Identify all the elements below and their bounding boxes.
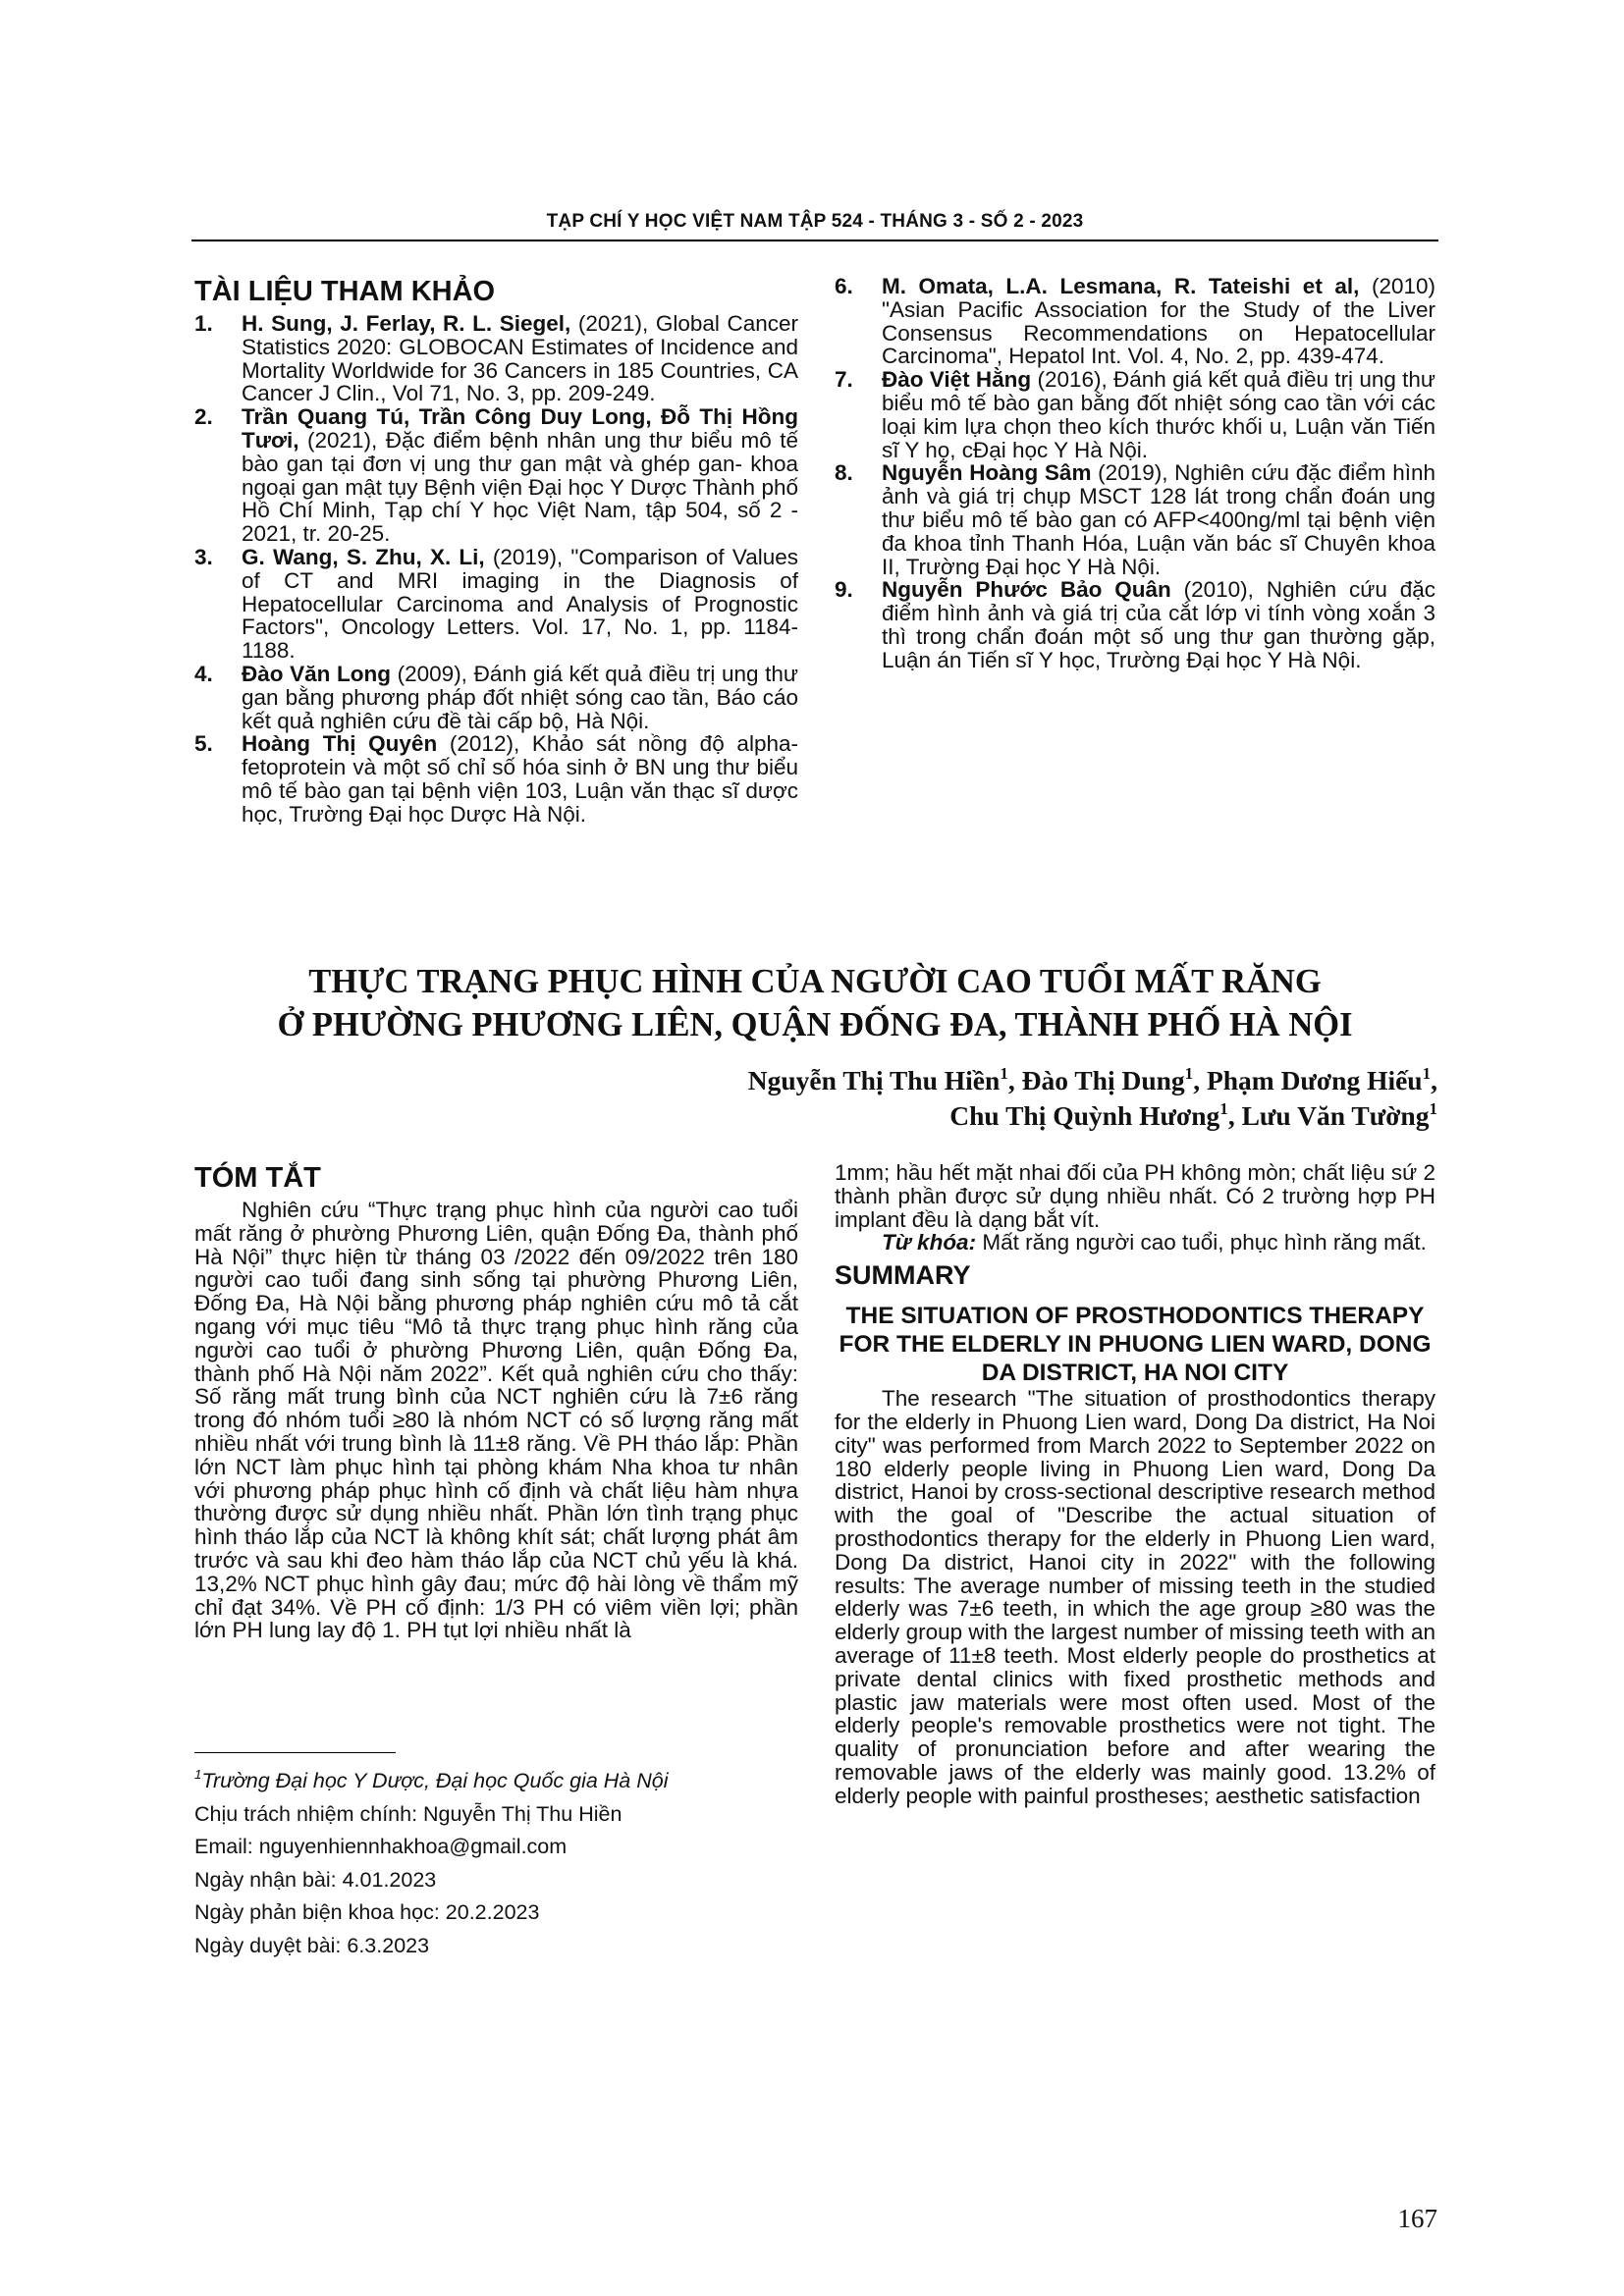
abstract-continuation: 1mm; hầu hết mặt nhai đối của PH không mòn; chất liệu sứ 2 thành phần được sử dụng nhiều nhất. Có 2 trường hợp PH implant đều là dạng bắt vít. xyxy=(835,1160,1435,1232)
reference-number: 2. xyxy=(194,404,213,430)
reference-authors: Nguyễn Phước Bảo Quân xyxy=(882,577,1171,603)
reference-number: 8. xyxy=(835,460,853,486)
footnote-reviewed: Ngày phản biện khoa học: 20.2.2023 xyxy=(194,1900,540,1924)
reference-number: 1. xyxy=(194,311,213,336)
reference-text: (2019), Nghiên cứu đặc điểm hình ảnh và giá trị chụp MSCT 128 lát trong chẩn đoán ung thư biểu mô tế bào gan có AFP<400ng/ml tại bệnh viện đa khoa tỉnh Thanh Hóa, Luận văn bác sĩ Chuyên khoa II, Trường Đại học Y Hà Nội. xyxy=(882,460,1436,579)
abstract-body: Nghiên cứu “Thực trạng phục hình của người cao tuổi mất răng ở phường Phương Liên, quận Đống Đa, thành phố Hà Nội” thực hiện từ tháng 03 /2022 đến 09/2022 trên 180 người cao tuổi đang sinh sống tại phường Phương Liên, Đống Đa, Hà Nội bằng phương pháp nghiên cứu mô tả cắt ngang với mục tiêu “Mô tả thực trạng phục hình răng của người cao tuổi ở phường Phương Liên, quận Đống Đa, thành phố Hà Nội năm 2022”. Kết quả nghiên cứu cho thấy: Số răng mất trung bình của NCT nghiên cứu là 7±6 răng trong đó nhóm tuổi ≥80 là nhóm NCT có số lượng răng mất nhiều nhất với trung bình là 11±8 răng. Về PH tháo lắp: Phần lớn NCT làm phục hình tại phòng khám Nha khoa tư nhân với phương pháp phục hình cố định và chất liệu hàm nhựa thường được sử dụng nhiều nhất. Phần lớn tình trạng phục hình tháo lắp của NCT là không khít sát; chất lượng phát âm trước và sau khi đeo hàm tháo lắp của NCT chủ yếu là khá. 13,2% NCT phục hình gây đau; mức độ hài lòng về thẩm mỹ chỉ đạt 34%. Về PH cố định: 1/3 PH có viêm viền lợi; phần lớn PH lung lay độ 1. PH tụt lợi nhiều nhất là xyxy=(194,1198,798,1643)
author-affiliation-sup: 1 xyxy=(1000,1063,1008,1083)
reference-number: 5. xyxy=(194,731,213,757)
keywords xyxy=(835,1231,1435,1255)
reference-authors: G. Wang, S. Zhu, X. Li, xyxy=(242,544,485,569)
reference-text: (2009), Đánh giá kết quả điều trị ung thư gan bằng phương pháp đốt nhiệt sóng cao tần, Báo cáo kết quả nghiên cứu đề tài cấp bộ, Hà Nội. xyxy=(242,661,798,733)
page-number: 167 xyxy=(1397,2204,1437,2233)
author-name: Chu Thị Quỳnh Hương xyxy=(949,1100,1220,1131)
reference-number: 4. xyxy=(194,661,213,686)
reference-item xyxy=(194,405,798,546)
author-name: Nguyễn Thị Thu Hiền xyxy=(747,1065,1001,1095)
reference-item xyxy=(194,312,798,405)
author-affiliation-sup: 1 xyxy=(1219,1098,1228,1118)
reference-text: (2016), Đánh giá kết quả điều trị ung thư biểu mô tế bào gan bằng đốt nhiệt sóng cao tần với các loại kim lựa chọn theo kích thước khối u, Luận văn Tiến sĩ Y họ, cĐại học Y Hà Nội. xyxy=(882,367,1435,462)
reference-item xyxy=(194,732,798,826)
abstract-column xyxy=(194,1161,798,1642)
reference-authors: Đào Việt Hằng xyxy=(882,367,1032,393)
author-affiliation-sup: 1 xyxy=(1429,1098,1437,1118)
reference-text: (2019), "Comparison of Values of CT and MRI imaging in the Diagnosis of Hepatocellular Carcinoma and Analysis of Prognostic Factors", Oncology Letters. Vol. 17, No. 1, pp. 1184-1188. xyxy=(242,544,798,664)
reference-number: 6. xyxy=(835,274,853,298)
reference-item xyxy=(835,275,1435,368)
reference-authors: Trần Quang Tú, Trần Công Duy Long, Đỗ Thị Hồng Tươi, xyxy=(242,404,798,453)
reference-authors: H. Sung, J. Ferlay, R. L. Siegel, xyxy=(242,311,571,336)
authors-line-2 xyxy=(554,1098,1437,1134)
footnote-accepted: Ngày duyệt bài: 6.3.2023 xyxy=(194,1933,430,1957)
author-affiliation-sup: 1 xyxy=(1422,1063,1432,1083)
author-separator: , xyxy=(1431,1065,1437,1095)
keywords-label: Từ khóa: xyxy=(882,1230,977,1255)
authors xyxy=(554,1063,1437,1134)
article-title-line-2: Ở PHƯỜNG PHƯƠNG LIÊN, QUẬN ĐỐNG ĐA, THÀNH PHỐ HÀ NỘI xyxy=(277,1006,1353,1043)
reference-item xyxy=(835,461,1435,578)
abstract-heading: TÓM TẮT xyxy=(194,1162,321,1194)
author-name: Phạm Dương Hiếu xyxy=(1206,1065,1423,1095)
reference-number: 7. xyxy=(835,367,853,393)
author-separator: , xyxy=(1227,1100,1242,1131)
reference-number: 3. xyxy=(194,544,213,569)
reference-item xyxy=(835,368,1435,461)
reference-text: (2010), Nghiên cứu đặc điểm hình ảnh và giá trị của cắt lớp vi tính vòng xoắn 3 thì trong chẩn đoán một số ung thư gan thường gặp, Luận án Tiến sĩ Y học, Trường Đại học Y Hà Nội. xyxy=(882,577,1436,672)
author-name: Đào Thị Dung xyxy=(1021,1065,1185,1095)
reference-item xyxy=(835,578,1435,671)
references-right-column xyxy=(835,275,1435,672)
authors-line-1 xyxy=(554,1063,1437,1098)
footnote-affiliation-text: Trường Đại học Y Dược, Đại học Quốc gia Hà Nội xyxy=(201,1769,669,1792)
reference-item xyxy=(194,663,798,732)
reference-authors: Đào Văn Long xyxy=(242,661,392,686)
article-title-line-1: THỰC TRẠNG PHỤC HÌNH CỦA NGƯỜI CAO TUỔI MẤT RĂNG xyxy=(308,963,1322,1000)
footnote-responsible: Chịu trách nhiệm chính: Nguyễn Thị Thu Hiền xyxy=(194,1801,623,1826)
reference-authors: M. Omata, L.A. Lesmana, R. Tateishi et al, xyxy=(882,274,1360,298)
reference-number: 9. xyxy=(835,577,853,603)
reference-authors: Nguyễn Hoàng Sâm xyxy=(882,460,1092,486)
summary-title: THE SITUATION OF PROSTHODONTICS THERAPY FOR THE ELDERLY IN PHUONG LIEN WARD, DONG DA DISTRICT, HA NOI CITY xyxy=(839,1303,1432,1387)
reference-text: (2021), Đặc điểm bệnh nhân ung thư biểu mô tế bào gan tại đơn vị ung thư gan mật và ghép gan- khoa ngoại gan mật tụy Bệnh viện Đại học Y Dược Thành phố Hồ Chí Minh, Tạp chí Y học Việt Nam, tập 504, số 2 - 2021, tr. 20-25. xyxy=(242,427,798,547)
reference-text: (2012), Khảo sát nồng độ alpha-fetoprotein và một số chỉ số hóa sinh ở BN ung thư biểu mô tế bào gan tại bệnh viện 103, Luận văn thạc sĩ dược học, Trường Đại học Dược Hà Nội. xyxy=(242,731,798,827)
summary-column xyxy=(835,1161,1435,1808)
author-separator: , xyxy=(1007,1065,1022,1095)
reference-text: (2021), Global Cancer Statistics 2020: GLOBOCAN Estimates of Incidence and Mortality Worldwide for 36 Cancers in 185 Countries, CA Cancer J Clin., Vol 71, No. 3, pp. 209-249. xyxy=(242,311,798,406)
footnote-rule xyxy=(194,1752,396,1753)
references-list-left xyxy=(194,312,798,827)
references-heading: TÀI LIỆU THAM KHẢO xyxy=(194,276,496,307)
references-left-column xyxy=(194,275,798,827)
footnote-sup: 1 xyxy=(194,1766,202,1782)
footnote-email: Email: nguyenhiennhakhoa@gmail.com xyxy=(194,1835,568,1858)
reference-item xyxy=(194,546,798,663)
references-list-right xyxy=(835,275,1435,672)
author-separator: , xyxy=(1193,1065,1207,1095)
article-title xyxy=(196,960,1434,1046)
reference-text: (2010) "Asian Pacific Association for the Study of the Liver Consensus Recommendations on Hepatocellular Carcinoma", Hepatol Int. Vol. 4, No. 2, pp. 439-474. xyxy=(882,274,1435,369)
running-header: TẠP CHÍ Y HỌC VIỆT NAM TẬP 524 - THÁNG 3 - SỐ 2 - 2023 xyxy=(546,211,1084,232)
footnotes xyxy=(194,1765,798,1962)
footnote-affiliation xyxy=(194,1765,798,1798)
footnote-received: Ngày nhận bài: 4.01.2023 xyxy=(194,1867,437,1892)
keywords-text: Mất răng người cao tuổi, phục hình răng mất. xyxy=(976,1230,1427,1255)
reference-authors: Hoàng Thị Quyên xyxy=(242,731,438,757)
header-rule xyxy=(191,240,1438,241)
summary-body: The research "The situation of prosthodontics therapy for the elderly in Phuong Lien ward, Dong Da district, Ha Noi city" was performed from March 2022 to September 2022 on 180 elderly people living in Phuong Lien ward, Dong Da district, Hanoi by cross-sectional descriptive research method with the goal of "Describe the actual situation of prosthodontics therapy for the elderly in Phuong Lien ward, Dong Da district, Hanoi city in 2022" with the following results: The average number of missing teeth in the studied elderly was 7±6 teeth, in which the age group ≥80 was the elderly group with the largest number of missing teeth with an average of 11±8 teeth. Most elderly people do prosthetics at private dental clinics with fixed prosthetic methods and plastic jaw materials were most often used. Most of the elderly people's removable prosthetics were not tight. The quality of pronunciation before and after wearing the removable jaws of the elderly was mainly good. 13.2% of elderly people with painful prostheses; aesthetic satisfaction xyxy=(835,1386,1435,1808)
summary-heading: SUMMARY xyxy=(835,1260,971,1291)
author-affiliation-sup: 1 xyxy=(1184,1063,1194,1083)
author-name: Lưu Văn Tường xyxy=(1241,1100,1430,1131)
